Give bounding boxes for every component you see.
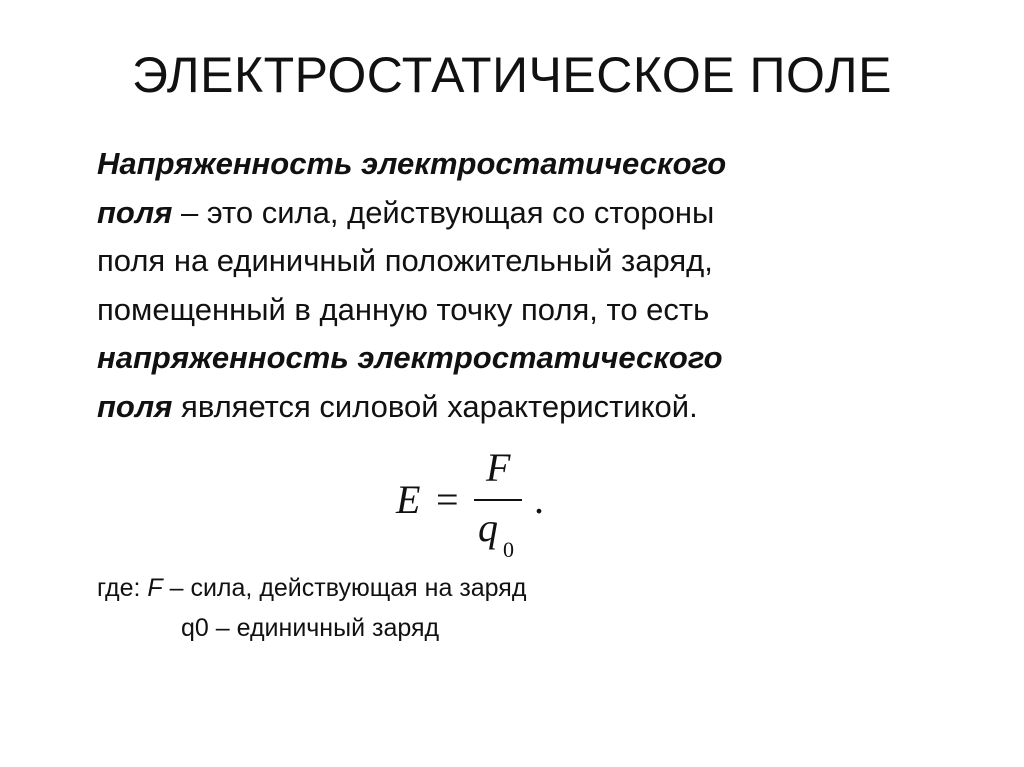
legend-symbol-f: F — [147, 574, 163, 602]
legend-line-f — [97, 568, 526, 608]
formula-period: . — [534, 477, 544, 522]
definition-line-3: поля на единичный положительный заряд, — [97, 243, 713, 278]
definition-text-fragment: является силовой характеристикой. — [172, 388, 698, 424]
definition-text — [97, 140, 957, 431]
definition-line-1 — [97, 140, 957, 189]
definition-line-4: помещенный в данную точку поля, то есть — [97, 291, 710, 327]
symbol-legend — [97, 568, 526, 648]
slide-title: ЭЛЕКТРОСТАТИЧЕСКОЕ ПОЛЕ — [132, 47, 892, 103]
term-emphasis: Напряженность электростатического — [97, 146, 727, 181]
legend-line-q: q0 – единичный заряд — [181, 614, 440, 642]
term-emphasis: напряженность электростатического — [97, 340, 723, 375]
formula-subscript: 0 — [503, 537, 514, 562]
fraction-bar — [474, 499, 522, 501]
formula-denominator: q — [478, 505, 498, 550]
formula-equals: = — [436, 477, 459, 522]
definition-line-5 — [97, 334, 957, 383]
definition-text-fragment: – это сила, действующая со стороны — [172, 194, 715, 230]
formula-lhs: E — [396, 477, 421, 522]
definition-line-2 — [97, 189, 957, 238]
definition-line-6 — [97, 383, 957, 432]
term-emphasis: поля — [97, 388, 173, 424]
legend-prefix: где: — [97, 574, 148, 602]
formula-numerator: F — [486, 445, 511, 490]
term-emphasis: поля — [97, 194, 173, 230]
legend-f-description: – сила, действующая на заряд — [162, 574, 527, 602]
field-strength-formula — [396, 442, 566, 572]
